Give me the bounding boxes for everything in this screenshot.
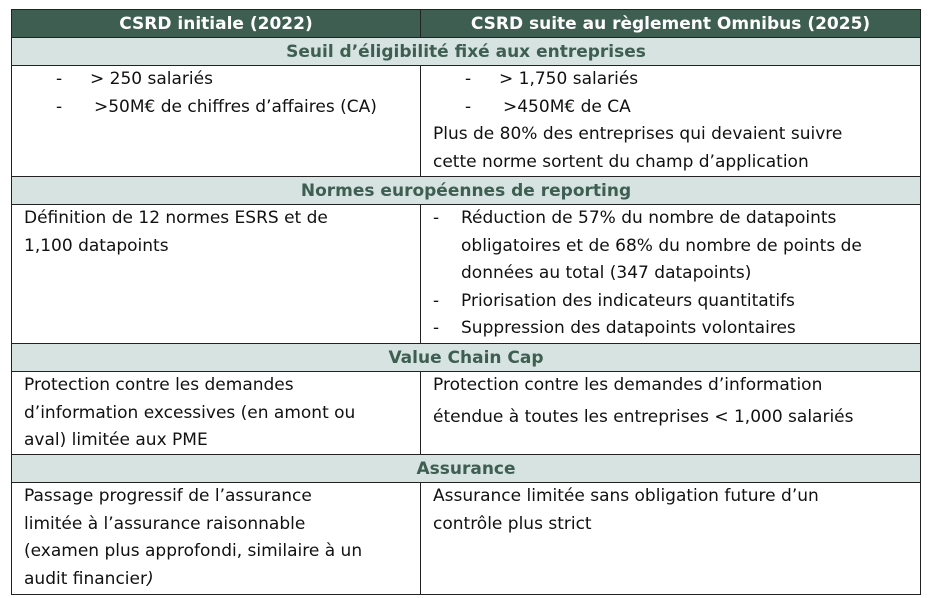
cell-value-chain-omnibus bbox=[421, 372, 920, 454]
section-row-standards bbox=[12, 205, 920, 344]
cell-assurance-initial bbox=[12, 483, 421, 594]
text-line: Passage progressif de l’assurance bbox=[24, 486, 312, 506]
text-line: aval) limitée aux PME bbox=[24, 430, 208, 450]
list-item: - Priorisation des indicateurs quantitatifs bbox=[433, 290, 795, 311]
header-col-initial: CSRD initiale (2022) bbox=[12, 10, 421, 37]
text-line: contrôle plus strict bbox=[433, 513, 592, 534]
bullet-list bbox=[433, 205, 910, 343]
section-row-value-chain bbox=[12, 372, 920, 455]
list-item: - > 250 salariés bbox=[56, 69, 213, 89]
cell-assurance-omnibus bbox=[421, 483, 920, 594]
list-item: - Réduction de 57% du nombre de datapoints obligatoires et de 68% du nombre de points de données au total (347 datapoints) bbox=[433, 205, 910, 288]
cell-standards-omnibus bbox=[421, 205, 920, 343]
section-row-assurance bbox=[12, 483, 920, 594]
table-header-row bbox=[12, 10, 920, 38]
section-title-assurance: Assurance bbox=[12, 455, 920, 483]
text-line: Définition de 12 normes ESRS et de bbox=[24, 208, 328, 228]
list-item: - >50M€ de chiffres d’affaires (CA) bbox=[56, 96, 377, 117]
section-title-standards: Normes européennes de reporting bbox=[12, 177, 920, 205]
section-title-eligibility: Seuil d’éligibilité fixé aux entreprises bbox=[12, 38, 920, 66]
text-line: Protection contre les demandes bbox=[24, 375, 294, 395]
section-row-eligibility bbox=[12, 66, 920, 177]
text-line: audit financier) bbox=[24, 568, 154, 589]
list-item: - >450M€ de CA bbox=[465, 96, 631, 117]
text-line: étendue à toutes les entreprises < 1,000 salariés bbox=[433, 406, 854, 427]
cell-eligibility-initial bbox=[12, 66, 421, 176]
note-line: cette norme sortent du champ d’application bbox=[433, 151, 809, 172]
header-col-omnibus: CSRD suite au règlement Omnibus (2025) bbox=[470, 13, 871, 34]
cell-standards-initial bbox=[12, 205, 421, 343]
comparison-table bbox=[11, 9, 921, 595]
list-item: - Suppression des datapoints volontaires bbox=[433, 318, 796, 338]
section-title-value-chain: Value Chain Cap bbox=[12, 344, 920, 372]
list-item: - > 1,750 salariés bbox=[465, 69, 639, 89]
text-line: Assurance limitée sans obligation future d’un bbox=[433, 486, 819, 506]
text-line: d’information excessives (en amont ou bbox=[24, 402, 356, 423]
list-item-text: Réduction de 57% du nombre de datapoints obligatoires et de 68% du nombre de points de données au total (347 datapoints) bbox=[461, 208, 862, 283]
text-line: (examen plus approfondi, similaire à un bbox=[24, 541, 363, 561]
text-line: limitée à l’assurance raisonnable bbox=[24, 513, 306, 534]
note-line: Plus de 80% des entreprises qui devaient suivre bbox=[433, 124, 843, 144]
cell-value-chain-initial bbox=[12, 372, 421, 454]
text-line: 1,100 datapoints bbox=[24, 235, 169, 256]
text-line: Protection contre les demandes d’information bbox=[433, 375, 823, 395]
cell-eligibility-omnibus bbox=[421, 66, 920, 176]
